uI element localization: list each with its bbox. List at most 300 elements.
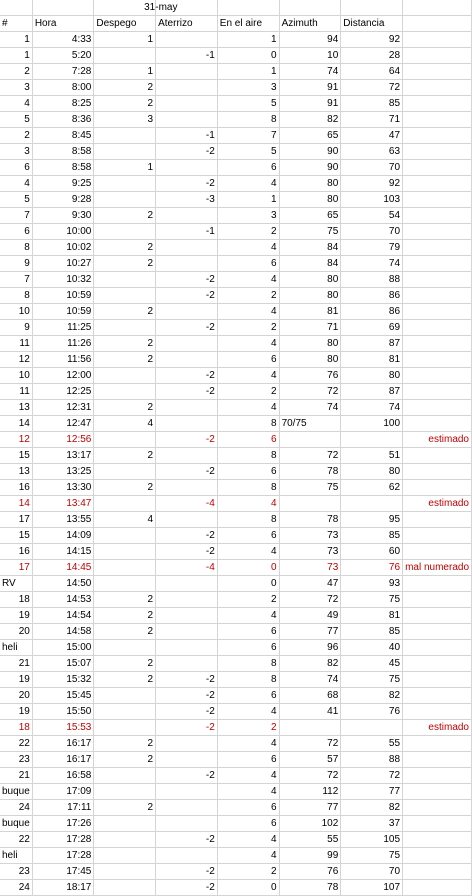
cell-en-el-aire[interactable]: 6 xyxy=(217,752,279,768)
cell-distancia[interactable]: 76 xyxy=(341,704,403,720)
cell-en-el-aire[interactable]: 4 xyxy=(217,272,279,288)
cell-hora[interactable]: 15:45 xyxy=(32,688,94,704)
cell-en-el-aire[interactable]: 4 xyxy=(217,848,279,864)
cell-aterrizo[interactable] xyxy=(156,576,218,592)
cell-note[interactable] xyxy=(403,272,472,288)
cell-hora[interactable]: 13:47 xyxy=(32,496,94,512)
cell-despego[interactable]: 2 xyxy=(94,352,156,368)
cell-note[interactable] xyxy=(403,544,472,560)
cell-distancia[interactable]: 70 xyxy=(341,864,403,880)
cell-hora[interactable]: 5:20 xyxy=(32,48,94,64)
cell-despego[interactable] xyxy=(94,864,156,880)
cell-distancia[interactable]: 81 xyxy=(341,352,403,368)
cell-despego[interactable]: 2 xyxy=(94,480,156,496)
cell-en-el-aire[interactable]: 6 xyxy=(217,432,279,448)
cell-aterrizo[interactable] xyxy=(156,848,218,864)
cell-despego[interactable] xyxy=(94,464,156,480)
cell-note[interactable] xyxy=(403,832,472,848)
cell-aterrizo[interactable] xyxy=(156,512,218,528)
cell-hora[interactable]: 12:56 xyxy=(32,432,94,448)
cell-en-el-aire[interactable]: 1 xyxy=(217,192,279,208)
cell-number[interactable]: 19 xyxy=(0,704,32,720)
cell-note[interactable] xyxy=(403,144,472,160)
cell-azimuth[interactable] xyxy=(279,432,341,448)
cell-note[interactable] xyxy=(403,880,472,896)
cell-note[interactable] xyxy=(403,528,472,544)
cell-distancia[interactable]: 81 xyxy=(341,608,403,624)
cell-distancia[interactable]: 86 xyxy=(341,288,403,304)
cell-hora[interactable]: 14:54 xyxy=(32,608,94,624)
cell-hora[interactable]: 8:45 xyxy=(32,128,94,144)
cell-hora[interactable]: 11:56 xyxy=(32,352,94,368)
cell[interactable] xyxy=(279,0,341,16)
cell-number[interactable]: heli xyxy=(0,640,32,656)
cell-despego[interactable] xyxy=(94,880,156,896)
cell-aterrizo[interactable] xyxy=(156,112,218,128)
cell-azimuth[interactable]: 72 xyxy=(279,736,341,752)
cell-en-el-aire[interactable]: 0 xyxy=(217,576,279,592)
cell-hora[interactable]: 8:00 xyxy=(32,80,94,96)
cell-aterrizo[interactable] xyxy=(156,608,218,624)
cell-number[interactable]: 2 xyxy=(0,64,32,80)
cell-number[interactable]: 2 xyxy=(0,128,32,144)
cell-azimuth[interactable]: 55 xyxy=(279,832,341,848)
cell-distancia[interactable]: 103 xyxy=(341,192,403,208)
cell-azimuth[interactable]: 47 xyxy=(279,576,341,592)
cell-azimuth[interactable]: 80 xyxy=(279,192,341,208)
cell-number[interactable]: 18 xyxy=(0,720,32,736)
cell-note[interactable] xyxy=(403,320,472,336)
cell-distancia[interactable]: 88 xyxy=(341,752,403,768)
cell-azimuth[interactable]: 76 xyxy=(279,368,341,384)
cell-en-el-aire[interactable]: 2 xyxy=(217,320,279,336)
header-en-el-aire[interactable]: En el aire xyxy=(217,16,279,32)
cell-hora[interactable]: 12:00 xyxy=(32,368,94,384)
cell-aterrizo[interactable] xyxy=(156,208,218,224)
cell-azimuth[interactable]: 77 xyxy=(279,624,341,640)
cell-aterrizo[interactable]: -2 xyxy=(156,368,218,384)
cell-aterrizo[interactable]: -2 xyxy=(156,464,218,480)
cell-despego[interactable] xyxy=(94,128,156,144)
cell-azimuth[interactable]: 68 xyxy=(279,688,341,704)
cell-number[interactable]: 19 xyxy=(0,608,32,624)
cell-hora[interactable]: 10:27 xyxy=(32,256,94,272)
cell-number[interactable]: 13 xyxy=(0,464,32,480)
cell-en-el-aire[interactable]: 2 xyxy=(217,224,279,240)
cell-distancia[interactable]: 76 xyxy=(341,560,403,576)
cell-despego[interactable] xyxy=(94,816,156,832)
cell-despego[interactable] xyxy=(94,832,156,848)
cell-azimuth[interactable]: 57 xyxy=(279,752,341,768)
cell-number[interactable]: 8 xyxy=(0,240,32,256)
cell-aterrizo[interactable]: -2 xyxy=(156,864,218,880)
cell-aterrizo[interactable] xyxy=(156,400,218,416)
cell-aterrizo[interactable] xyxy=(156,64,218,80)
cell-aterrizo[interactable]: -2 xyxy=(156,144,218,160)
cell-note[interactable] xyxy=(403,640,472,656)
cell-hora[interactable]: 13:30 xyxy=(32,480,94,496)
header-hora[interactable]: Hora xyxy=(32,16,94,32)
cell-en-el-aire[interactable]: 2 xyxy=(217,288,279,304)
cell-hora[interactable]: 17:28 xyxy=(32,848,94,864)
cell-hora[interactable]: 10:32 xyxy=(32,272,94,288)
cell-en-el-aire[interactable]: 4 xyxy=(217,736,279,752)
cell-azimuth[interactable]: 74 xyxy=(279,64,341,80)
cell-note[interactable] xyxy=(403,656,472,672)
cell-despego[interactable] xyxy=(94,320,156,336)
cell-en-el-aire[interactable]: 4 xyxy=(217,368,279,384)
header-number[interactable]: # xyxy=(0,16,32,32)
cell-number[interactable]: 10 xyxy=(0,304,32,320)
cell-note[interactable] xyxy=(403,416,472,432)
cell-hora[interactable]: 13:17 xyxy=(32,448,94,464)
cell-en-el-aire[interactable]: 8 xyxy=(217,656,279,672)
cell-azimuth[interactable]: 80 xyxy=(279,352,341,368)
cell-distancia[interactable]: 79 xyxy=(341,240,403,256)
cell-note[interactable] xyxy=(403,160,472,176)
header-azimuth[interactable]: Azimuth xyxy=(279,16,341,32)
cell-aterrizo[interactable]: -2 xyxy=(156,544,218,560)
cell-en-el-aire[interactable]: 8 xyxy=(217,112,279,128)
cell-hora[interactable]: 14:15 xyxy=(32,544,94,560)
cell-despego[interactable] xyxy=(94,496,156,512)
cell-en-el-aire[interactable]: 8 xyxy=(217,480,279,496)
cell-en-el-aire[interactable]: 2 xyxy=(217,384,279,400)
cell-note[interactable] xyxy=(403,480,472,496)
cell-number[interactable]: 4 xyxy=(0,96,32,112)
cell-despego[interactable] xyxy=(94,720,156,736)
cell-hora[interactable]: 10:00 xyxy=(32,224,94,240)
cell-aterrizo[interactable] xyxy=(156,784,218,800)
cell-azimuth[interactable]: 74 xyxy=(279,400,341,416)
cell-distancia[interactable]: 63 xyxy=(341,144,403,160)
cell-despego[interactable]: 2 xyxy=(94,208,156,224)
cell-note[interactable]: estimado xyxy=(403,496,472,512)
cell-number[interactable]: 15 xyxy=(0,528,32,544)
cell-distancia[interactable]: 51 xyxy=(341,448,403,464)
cell-distancia[interactable]: 75 xyxy=(341,848,403,864)
cell-distancia[interactable]: 74 xyxy=(341,400,403,416)
cell-note[interactable] xyxy=(403,288,472,304)
cell-despego[interactable]: 2 xyxy=(94,608,156,624)
cell-distancia[interactable]: 37 xyxy=(341,816,403,832)
cell-distancia[interactable]: 45 xyxy=(341,656,403,672)
cell-number[interactable]: 17 xyxy=(0,560,32,576)
cell-note[interactable] xyxy=(403,784,472,800)
cell-en-el-aire[interactable]: 0 xyxy=(217,48,279,64)
cell-hora[interactable]: 12:31 xyxy=(32,400,94,416)
cell-distancia[interactable]: 72 xyxy=(341,80,403,96)
cell[interactable] xyxy=(403,0,472,16)
cell-note[interactable] xyxy=(403,80,472,96)
cell-despego[interactable] xyxy=(94,848,156,864)
cell-azimuth[interactable]: 82 xyxy=(279,656,341,672)
cell-number[interactable]: 7 xyxy=(0,272,32,288)
cell-azimuth[interactable]: 10 xyxy=(279,48,341,64)
cell-hora[interactable]: 14:50 xyxy=(32,576,94,592)
cell-distancia[interactable]: 88 xyxy=(341,272,403,288)
cell-distancia[interactable]: 80 xyxy=(341,464,403,480)
cell-azimuth[interactable]: 84 xyxy=(279,256,341,272)
cell-number[interactable]: 1 xyxy=(0,32,32,48)
cell-note[interactable] xyxy=(403,704,472,720)
cell-distancia[interactable]: 100 xyxy=(341,416,403,432)
cell-azimuth[interactable]: 84 xyxy=(279,240,341,256)
cell-despego[interactable]: 2 xyxy=(94,80,156,96)
cell-azimuth[interactable]: 49 xyxy=(279,608,341,624)
cell-aterrizo[interactable]: -3 xyxy=(156,192,218,208)
cell-distancia[interactable]: 47 xyxy=(341,128,403,144)
cell-en-el-aire[interactable]: 4 xyxy=(217,768,279,784)
cell-number[interactable]: 11 xyxy=(0,384,32,400)
cell-number[interactable]: 19 xyxy=(0,672,32,688)
header-notes[interactable] xyxy=(403,16,472,32)
cell-despego[interactable] xyxy=(94,576,156,592)
cell-distancia[interactable] xyxy=(341,496,403,512)
cell-en-el-aire[interactable]: 6 xyxy=(217,352,279,368)
cell-number[interactable]: 14 xyxy=(0,496,32,512)
cell-aterrizo[interactable]: -2 xyxy=(156,720,218,736)
cell-en-el-aire[interactable]: 6 xyxy=(217,688,279,704)
cell-aterrizo[interactable]: -2 xyxy=(156,672,218,688)
cell-azimuth[interactable]: 78 xyxy=(279,464,341,480)
cell-number[interactable]: 14 xyxy=(0,416,32,432)
cell-number[interactable]: buque xyxy=(0,784,32,800)
cell-number[interactable]: 23 xyxy=(0,864,32,880)
cell-despego[interactable] xyxy=(94,368,156,384)
cell-en-el-aire[interactable]: 6 xyxy=(217,816,279,832)
cell-distancia[interactable]: 92 xyxy=(341,32,403,48)
cell-number[interactable]: 11 xyxy=(0,336,32,352)
cell-number[interactable]: 24 xyxy=(0,800,32,816)
cell-note[interactable] xyxy=(403,400,472,416)
cell-en-el-aire[interactable]: 6 xyxy=(217,528,279,544)
cell-azimuth[interactable]: 73 xyxy=(279,528,341,544)
cell-azimuth[interactable]: 72 xyxy=(279,592,341,608)
cell-number[interactable]: heli xyxy=(0,848,32,864)
cell-note[interactable] xyxy=(403,816,472,832)
cell-distancia[interactable]: 80 xyxy=(341,368,403,384)
cell-hora[interactable]: 18:17 xyxy=(32,880,94,896)
cell-despego[interactable] xyxy=(94,640,156,656)
cell-azimuth[interactable]: 80 xyxy=(279,336,341,352)
cell-note[interactable] xyxy=(403,768,472,784)
cell-despego[interactable]: 1 xyxy=(94,32,156,48)
cell-en-el-aire[interactable]: 3 xyxy=(217,80,279,96)
cell-azimuth[interactable]: 76 xyxy=(279,864,341,880)
cell-distancia[interactable]: 85 xyxy=(341,624,403,640)
cell-aterrizo[interactable] xyxy=(156,592,218,608)
cell-number[interactable]: 21 xyxy=(0,656,32,672)
cell-despego[interactable]: 2 xyxy=(94,240,156,256)
cell-hora[interactable]: 8:58 xyxy=(32,144,94,160)
cell-hora[interactable]: 9:28 xyxy=(32,192,94,208)
cell-number[interactable]: 15 xyxy=(0,448,32,464)
cell-hora[interactable]: 16:17 xyxy=(32,752,94,768)
cell-note[interactable] xyxy=(403,864,472,880)
cell-aterrizo[interactable] xyxy=(156,32,218,48)
cell-hora[interactable]: 17:09 xyxy=(32,784,94,800)
cell-distancia[interactable]: 77 xyxy=(341,784,403,800)
cell-number[interactable]: 17 xyxy=(0,512,32,528)
cell-aterrizo[interactable] xyxy=(156,624,218,640)
cell-despego[interactable]: 2 xyxy=(94,752,156,768)
cell-distancia[interactable]: 75 xyxy=(341,672,403,688)
cell-en-el-aire[interactable]: 0 xyxy=(217,560,279,576)
cell-distancia[interactable] xyxy=(341,720,403,736)
cell-azimuth[interactable]: 77 xyxy=(279,800,341,816)
cell-note[interactable] xyxy=(403,464,472,480)
cell-aterrizo[interactable]: -4 xyxy=(156,560,218,576)
cell-note[interactable] xyxy=(403,848,472,864)
cell-number[interactable]: 23 xyxy=(0,752,32,768)
cell-note[interactable] xyxy=(403,384,472,400)
cell-azimuth[interactable]: 78 xyxy=(279,512,341,528)
cell-hora[interactable]: 17:45 xyxy=(32,864,94,880)
cell-note[interactable] xyxy=(403,48,472,64)
cell-aterrizo[interactable] xyxy=(156,800,218,816)
cell-aterrizo[interactable] xyxy=(156,240,218,256)
cell-hora[interactable]: 15:07 xyxy=(32,656,94,672)
cell-note[interactable] xyxy=(403,448,472,464)
cell-number[interactable]: RV xyxy=(0,576,32,592)
sheet-title[interactable]: 31-may xyxy=(156,0,218,16)
cell-note[interactable] xyxy=(403,128,472,144)
cell-en-el-aire[interactable]: 2 xyxy=(217,720,279,736)
cell-despego[interactable]: 2 xyxy=(94,448,156,464)
cell-note[interactable] xyxy=(403,224,472,240)
cell-note[interactable] xyxy=(403,624,472,640)
cell-azimuth[interactable]: 91 xyxy=(279,80,341,96)
cell-distancia[interactable]: 60 xyxy=(341,544,403,560)
cell-note[interactable] xyxy=(403,608,472,624)
cell-azimuth[interactable]: 91 xyxy=(279,96,341,112)
cell-hora[interactable]: 14:45 xyxy=(32,560,94,576)
cell-aterrizo[interactable] xyxy=(156,256,218,272)
cell-number[interactable]: 20 xyxy=(0,624,32,640)
cell-hora[interactable]: 15:50 xyxy=(32,704,94,720)
cell-en-el-aire[interactable]: 1 xyxy=(217,64,279,80)
cell-number[interactable]: 9 xyxy=(0,320,32,336)
cell-aterrizo[interactable]: -2 xyxy=(156,528,218,544)
cell-despego[interactable] xyxy=(94,384,156,400)
cell-number[interactable]: 12 xyxy=(0,352,32,368)
cell-distancia[interactable]: 62 xyxy=(341,480,403,496)
cell[interactable] xyxy=(0,0,32,16)
cell-number[interactable]: 16 xyxy=(0,480,32,496)
cell-en-el-aire[interactable]: 8 xyxy=(217,672,279,688)
cell-hora[interactable]: 12:47 xyxy=(32,416,94,432)
cell-distancia[interactable]: 28 xyxy=(341,48,403,64)
cell-note[interactable] xyxy=(403,112,472,128)
cell-en-el-aire[interactable]: 6 xyxy=(217,464,279,480)
cell-number[interactable]: 3 xyxy=(0,80,32,96)
cell-azimuth[interactable]: 41 xyxy=(279,704,341,720)
cell-hora[interactable]: 17:26 xyxy=(32,816,94,832)
cell-despego[interactable]: 2 xyxy=(94,96,156,112)
cell-note[interactable] xyxy=(403,192,472,208)
cell-distancia[interactable]: 71 xyxy=(341,112,403,128)
cell-hora[interactable]: 10:59 xyxy=(32,304,94,320)
cell-aterrizo[interactable] xyxy=(156,80,218,96)
cell-despego[interactable] xyxy=(94,704,156,720)
cell-en-el-aire[interactable]: 4 xyxy=(217,176,279,192)
cell-note[interactable] xyxy=(403,352,472,368)
cell-note[interactable] xyxy=(403,64,472,80)
cell-aterrizo[interactable] xyxy=(156,304,218,320)
cell-note[interactable] xyxy=(403,176,472,192)
cell-despego[interactable]: 4 xyxy=(94,512,156,528)
cell-note[interactable] xyxy=(403,576,472,592)
cell-note[interactable] xyxy=(403,336,472,352)
cell-aterrizo[interactable]: -2 xyxy=(156,432,218,448)
cell-aterrizo[interactable]: -2 xyxy=(156,832,218,848)
cell-despego[interactable]: 2 xyxy=(94,400,156,416)
cell-hora[interactable]: 15:00 xyxy=(32,640,94,656)
cell-aterrizo[interactable]: -1 xyxy=(156,128,218,144)
cell-hora[interactable]: 10:59 xyxy=(32,288,94,304)
cell-note[interactable]: estimado xyxy=(403,432,472,448)
cell-note[interactable] xyxy=(403,672,472,688)
cell-azimuth[interactable]: 90 xyxy=(279,160,341,176)
cell-azimuth[interactable]: 96 xyxy=(279,640,341,656)
cell-en-el-aire[interactable]: 0 xyxy=(217,880,279,896)
cell-number[interactable]: buque xyxy=(0,816,32,832)
cell-en-el-aire[interactable]: 4 xyxy=(217,240,279,256)
cell-number[interactable]: 22 xyxy=(0,832,32,848)
cell-distancia[interactable]: 74 xyxy=(341,256,403,272)
cell-en-el-aire[interactable]: 4 xyxy=(217,704,279,720)
cell-number[interactable]: 10 xyxy=(0,368,32,384)
cell-azimuth[interactable]: 72 xyxy=(279,384,341,400)
cell-distancia[interactable]: 82 xyxy=(341,688,403,704)
cell-number[interactable]: 6 xyxy=(0,224,32,240)
cell-hora[interactable]: 16:17 xyxy=(32,736,94,752)
cell-aterrizo[interactable] xyxy=(156,640,218,656)
cell-azimuth[interactable]: 73 xyxy=(279,544,341,560)
cell-azimuth[interactable]: 80 xyxy=(279,288,341,304)
cell-despego[interactable] xyxy=(94,144,156,160)
cell-aterrizo[interactable]: -1 xyxy=(156,224,218,240)
header-despego[interactable]: Despego xyxy=(94,16,156,32)
cell-hora[interactable]: 8:58 xyxy=(32,160,94,176)
cell-aterrizo[interactable]: -1 xyxy=(156,48,218,64)
cell-despego[interactable]: 2 xyxy=(94,624,156,640)
cell-despego[interactable] xyxy=(94,224,156,240)
cell-en-el-aire[interactable]: 5 xyxy=(217,144,279,160)
cell-en-el-aire[interactable]: 4 xyxy=(217,608,279,624)
cell-number[interactable]: 1 xyxy=(0,48,32,64)
cell-azimuth[interactable]: 80 xyxy=(279,176,341,192)
cell-note[interactable] xyxy=(403,752,472,768)
cell-despego[interactable] xyxy=(94,544,156,560)
cell-hora[interactable]: 12:25 xyxy=(32,384,94,400)
cell-distancia[interactable]: 70 xyxy=(341,160,403,176)
cell-distancia[interactable]: 55 xyxy=(341,736,403,752)
cell-distancia[interactable]: 40 xyxy=(341,640,403,656)
cell-azimuth[interactable]: 75 xyxy=(279,224,341,240)
cell-aterrizo[interactable]: -2 xyxy=(156,880,218,896)
cell-note[interactable] xyxy=(403,368,472,384)
cell-number[interactable]: 22 xyxy=(0,736,32,752)
cell-hora[interactable]: 11:25 xyxy=(32,320,94,336)
cell-distancia[interactable]: 86 xyxy=(341,304,403,320)
cell-despego[interactable]: 2 xyxy=(94,592,156,608)
cell-aterrizo[interactable] xyxy=(156,736,218,752)
header-distancia[interactable]: Distancia xyxy=(341,16,403,32)
cell-hora[interactable]: 15:53 xyxy=(32,720,94,736)
cell-aterrizo[interactable] xyxy=(156,352,218,368)
